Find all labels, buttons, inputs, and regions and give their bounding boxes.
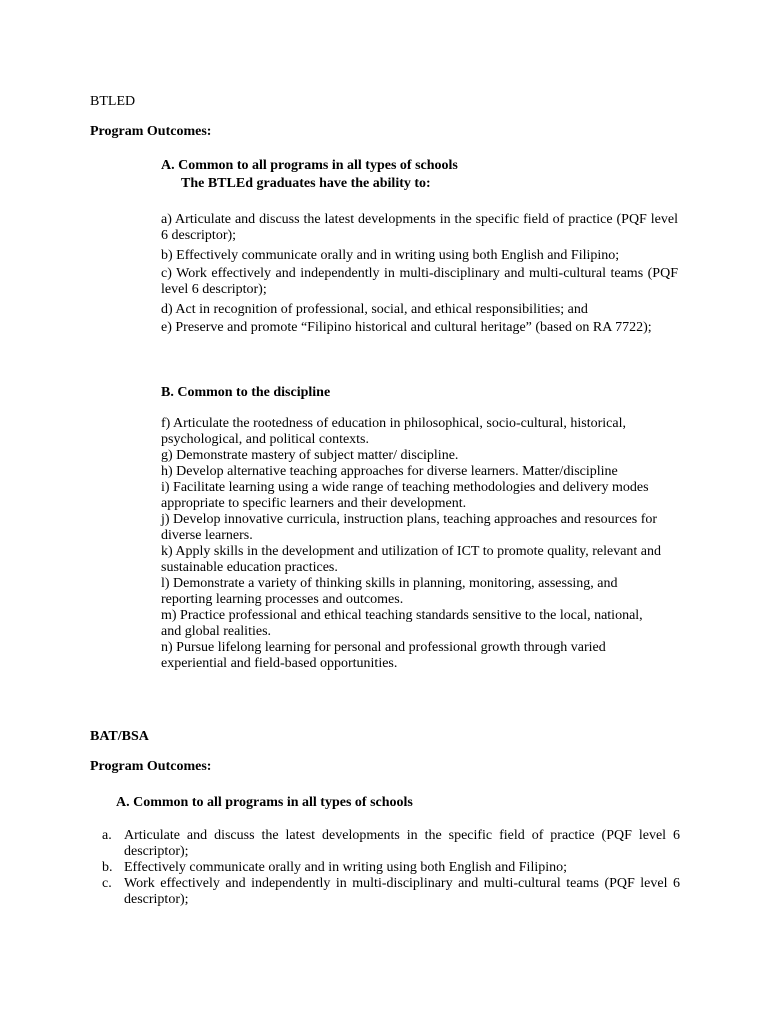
outcome-item: d) Act in recognition of professional, social, and ethical responsibilities; and (161, 302, 588, 317)
outcomes-ordered-list (90, 828, 680, 908)
subsection-a-title: A. Common to all programs in all types of schools (116, 795, 413, 810)
list-item (90, 828, 680, 860)
outcomes-list-b (161, 416, 661, 672)
outcome-item: b) Effectively communicate orally and in writing using both English and Filipino; (161, 248, 620, 263)
list-item-text: Effectively communicate orally and in writing using both English and Filipino; (124, 860, 568, 875)
outcome-item: k) Apply skills in the development and utilization of ICT to promote quality, relevant and sustainable education practices. (161, 544, 662, 575)
section-heading-batbsa: BAT/BSA (90, 729, 149, 744)
outcome-item: a) Articulate and discuss the latest developments in the specific field of practice (PQF level 6 descriptor); (161, 212, 678, 243)
outcome-item: n) Pursue lifelong learning for personal and professional growth through varied experiential and field-based opportunities. (161, 640, 606, 671)
outcome-item: l) Demonstrate a variety of thinking skills in planning, monitoring, assessing, and reporting learning processes and outcomes. (161, 576, 618, 607)
subsection-a-title: A. Common to all programs in all types of schools (161, 158, 458, 173)
section-heading-btled: BTLED (90, 94, 136, 109)
outcome-item: e) Preserve and promote “Filipino historical and cultural heritage” (based on RA 7722); (161, 320, 652, 335)
list-marker: c. (102, 876, 112, 891)
outcome-item: f) Articulate the rootedness of education in philosophical, socio-cultural, historical, psychological, and political contexts. (161, 416, 626, 447)
subsection-a-subtitle: The BTLEd graduates have the ability to: (181, 176, 431, 191)
outcome-item: m) Practice professional and ethical teaching standards sensitive to the local, national, and global realities. (161, 608, 643, 639)
outcome-item: c) Work effectively and independently in multi-disciplinary and multi-cultural teams (PQF level 6 descriptor); (161, 266, 678, 297)
outcome-item: g) Demonstrate mastery of subject matter/ discipline. (161, 448, 459, 463)
subsection-b-title: B. Common to the discipline (161, 385, 331, 400)
list-item-text: Work effectively and independently in multi-disciplinary and multi-cultural teams (PQF level 6 descriptor); (124, 876, 680, 907)
list-marker: b. (102, 860, 113, 875)
list-item-text: Articulate and discuss the latest developments in the specific field of practice (PQF level 6 descriptor); (124, 828, 680, 859)
list-marker: a. (102, 828, 112, 843)
outcome-item: i) Facilitate learning using a wide range of teaching methodologies and delivery modes appropriate to specific learners and their development. (161, 480, 649, 511)
list-item (90, 876, 680, 908)
outcomes-list-a (161, 212, 678, 356)
outcome-item: h) Develop alternative teaching approaches for diverse learners. Matter/discipline (161, 464, 618, 479)
outcome-item: j) Develop innovative curricula, instruction plans, teaching approaches and resources for diverse learners. (161, 512, 658, 543)
program-outcomes-label: Program Outcomes: (90, 759, 212, 774)
program-outcomes-label: Program Outcomes: (90, 124, 212, 139)
list-item (90, 860, 680, 876)
